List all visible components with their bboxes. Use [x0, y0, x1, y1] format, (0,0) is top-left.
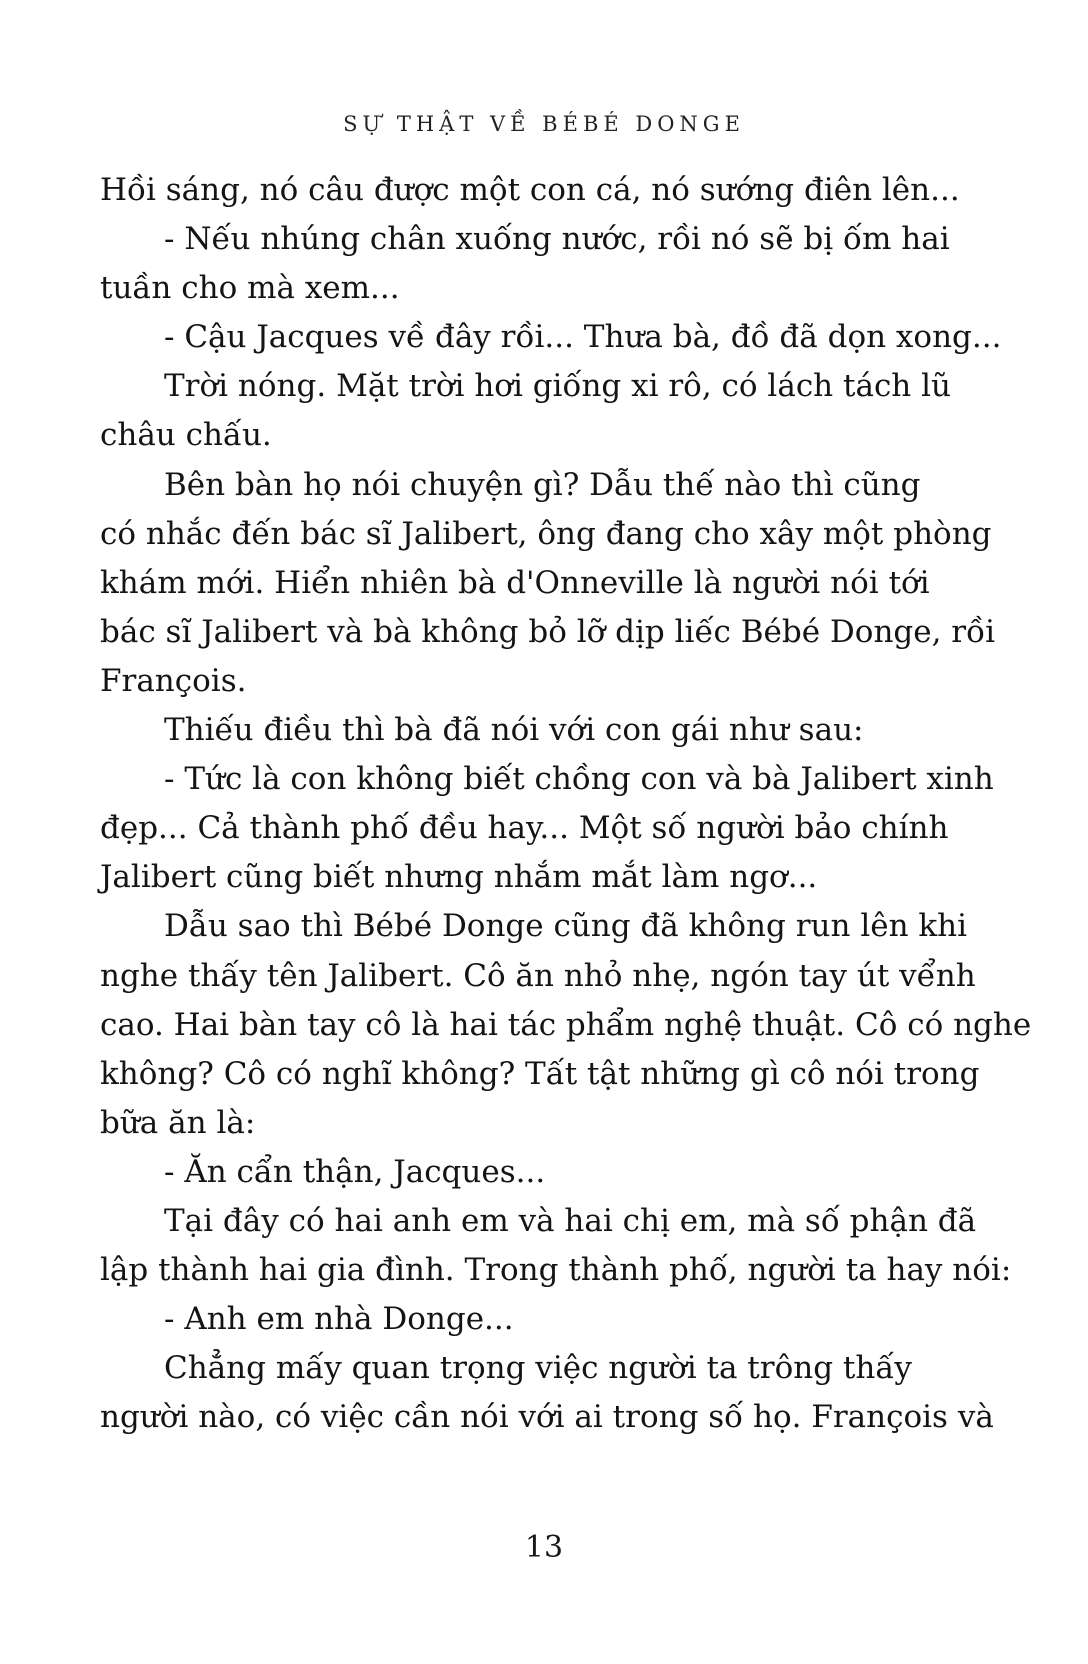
text-line: bữa ăn là:	[100, 1104, 256, 1141]
running-header: SỰ THẬT VỀ BÉBÉ DONGE	[343, 112, 745, 136]
text-line: lập thành hai gia đình. Trong thành phố, người ta hay nói:	[100, 1252, 1012, 1289]
text-line: cao. Hai bàn tay cô là hai tác phẩm nghệ thuật. Cô có nghe	[100, 1006, 1032, 1043]
text-line: Dẫu sao thì Bébé Donge cũng đã không run lên khi	[164, 908, 968, 945]
text-line: nghe thấy tên Jalibert. Cô ăn nhỏ nhẹ, ngón tay út vểnh	[100, 957, 976, 994]
text-line: - Cậu Jacques về đây rồi... Thưa bà, đồ đã dọn xong...	[164, 319, 1002, 356]
text-line: Trời nóng. Mặt trời hơi giống xi rô, có lách tách lũ	[164, 368, 952, 405]
text-line: Chẳng mấy quan trọng việc người ta trông thấy	[164, 1350, 912, 1387]
text-line: khám mới. Hiển nhiên bà d'Onneville là người nói tới	[100, 564, 930, 601]
body-text	[100, 166, 1032, 1442]
text-line: tuần cho mà xem...	[100, 270, 400, 307]
text-line: - Tức là con không biết chồng con và bà Jalibert xinh	[164, 761, 994, 798]
text-line: đẹp... Cả thành phố đều hay... Một số người bảo chính	[100, 810, 949, 847]
text-line: Thiếu điều thì bà đã nói với con gái như sau:	[164, 712, 864, 749]
text-line: bác sĩ Jalibert và bà không bỏ lỡ dịp liếc Bébé Donge, rồi	[100, 613, 996, 650]
text-line: François.	[100, 662, 247, 699]
text-line: người nào, có việc cần nói với ai trong số họ. François và	[100, 1399, 994, 1436]
text-line: Hồi sáng, nó câu được một con cá, nó sướng điên lên...	[100, 172, 960, 208]
text-line: châu chấu.	[100, 417, 272, 454]
page-number: 13	[524, 1530, 564, 1565]
text-line: Jalibert cũng biết nhưng nhắm mắt làm ngơ...	[100, 859, 818, 896]
text-line: - Anh em nhà Donge...	[164, 1301, 514, 1338]
text-line: có nhắc đến bác sĩ Jalibert, ông đang cho xây một phòng	[100, 515, 992, 552]
text-line: không? Cô có nghĩ không? Tất tật những gì cô nói trong	[100, 1055, 980, 1092]
text-line: Bên bàn họ nói chuyện gì? Dẫu thế nào thì cũng	[164, 466, 921, 503]
text-line: Tại đây có hai anh em và hai chị em, mà số phận đã	[164, 1202, 977, 1239]
text-line: - Ăn cẩn thận, Jacques...	[164, 1153, 546, 1190]
text-line: - Nếu nhúng chân xuống nước, rồi nó sẽ bị ốm hai	[164, 221, 950, 258]
